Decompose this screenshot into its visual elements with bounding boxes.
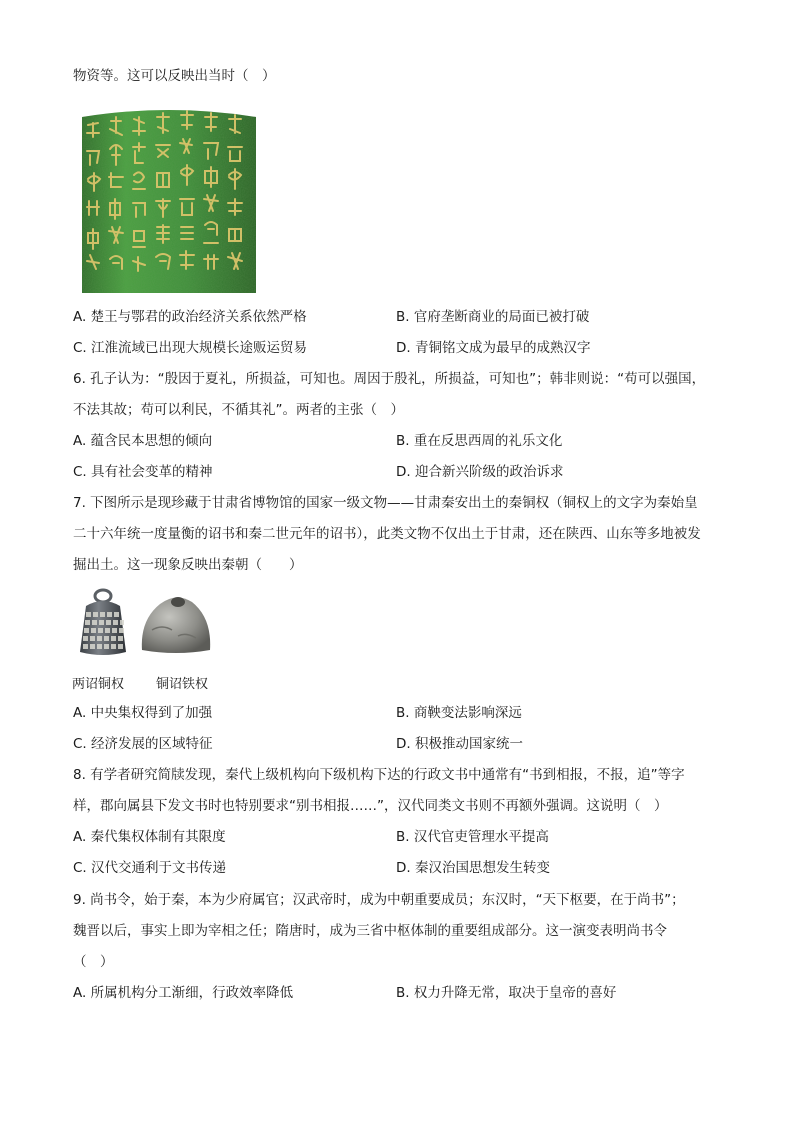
q8-option-d: D. 秦汉治国思想发生转变	[396, 860, 550, 876]
q6-option-d: D. 迎合新兴阶级的政治诉求	[396, 464, 564, 480]
q7-stem-line1: 7. 下图所示是现珍藏于甘肃省博物馆的国家一级文物——甘肃秦安出土的秦铜权（铜权上的文字为秦始皇	[73, 495, 698, 511]
q7-stem-line2: 二十六年统一度量衡的诏书和秦二世元年的诏书），此类文物不仅出土于甘肃，还在陕西、山东等多地被发	[73, 526, 701, 542]
bronze-tally-svg	[78, 103, 260, 293]
q6-option-b: B. 重在反思西周的礼乐文化	[396, 433, 563, 449]
bronze-inscription-image	[78, 103, 260, 293]
q5-option-c: C. 江淮流域已出现大规模长途贩运贸易	[73, 340, 308, 356]
q5-option-a: A. 楚王与鄂君的政治经济关系依然严格	[73, 309, 307, 325]
q6-option-a: A. 蕴含民本思想的倾向	[73, 433, 213, 449]
q9-stem-line2: 魏晋以后，事实上即为宰相之任；隋唐时，成为三省中枢体制的重要组成部分。这一演变表明尚书令	[73, 923, 667, 939]
q5-stem-tail: 物资等。这可以反映出当时（ ）	[73, 68, 276, 84]
q5-option-b: B. 官府垄断商业的局面已被打破	[396, 309, 590, 325]
q9-option-b: B. 权力升降无常，取决于皇帝的喜好	[396, 985, 617, 1001]
q8-option-b: B. 汉代官吏管理水平提高	[396, 829, 549, 845]
q5-option-d: D. 青铜铭文成为最早的成熟汉字	[396, 340, 591, 356]
bronze-weight-image	[74, 588, 132, 658]
q8-stem-line1: 8. 有学者研究简牍发现，秦代上级机构向下级机构下达的行政文书中通常有“书到相报，不报，追”等字	[73, 767, 685, 783]
q8-option-a: A. 秦代集权体制有其限度	[73, 829, 226, 845]
iron-weight-image	[138, 590, 214, 656]
iron-weight-svg	[138, 590, 214, 656]
q7-option-a: A. 中央集权得到了加强	[73, 705, 213, 721]
q8-stem-line2: 样，郡向属县下发文书时也特别要求“别书相报……”，汉代同类文书则不再额外强调。这说明（ ）	[73, 798, 668, 814]
q7-option-c: C. 经济发展的区域特征	[73, 736, 213, 752]
q6-stem-line1: 6. 孔子认为：“殷因于夏礼，所损益，可知也。周因于殷礼，所损益，可知也”；韩非则说：“苟可以强国，	[73, 371, 706, 387]
q7-stem-line3: 掘出土。这一现象反映出秦朝（ ）	[73, 557, 303, 573]
q6-option-c: C. 具有社会变革的精神	[73, 464, 213, 480]
q7-option-d: D. 积极推动国家统一	[396, 736, 523, 752]
q9-option-a: A. 所属机构分工渐细，行政效率降低	[73, 985, 294, 1001]
q7-option-b: B. 商鞅变法影响深远	[396, 705, 522, 721]
figure-caption-bronze-edict-iron: 铜诏铁权	[156, 677, 209, 692]
figure-caption-two-edict-bronze: 两诏铜权	[72, 677, 125, 692]
q6-stem-line2: 不法其故；苟可以利民，不循其礼”。两者的主张（ ）	[73, 402, 404, 418]
q9-stem-line3: （ ）	[73, 954, 114, 970]
q9-stem-line1: 9. 尚书令，始于秦，本为少府属官；汉武帝时，成为中朝重要成员；东汉时，“天下枢要，在于尚书”；	[73, 892, 685, 908]
bronze-weight-svg	[74, 588, 132, 658]
q8-option-c: C. 汉代交通利于文书传递	[73, 860, 227, 876]
